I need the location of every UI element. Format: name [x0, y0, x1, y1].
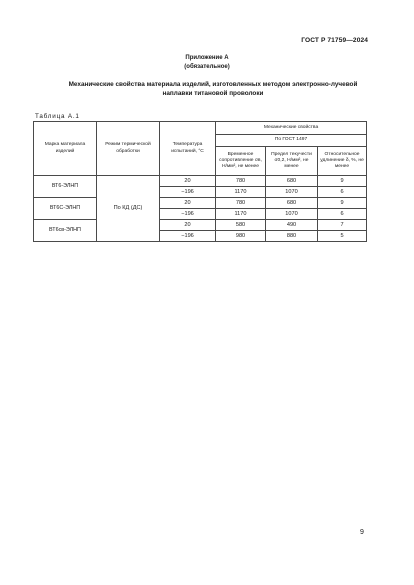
yield-cell: 1070 — [266, 209, 318, 220]
standard-number: ГОСТ Р 71759—2024 — [301, 37, 368, 44]
grade-cell: ВТ6С-ЭЛНП — [34, 198, 97, 220]
header-grade: Марка материала изделий — [34, 122, 97, 176]
document-heading-line-2: наплавки титановой проволоки — [162, 90, 264, 97]
grade-cell: ВТ6св-ЭЛНП — [34, 220, 97, 242]
header-test-temperature: Температура испытаний, °С — [160, 122, 216, 176]
tensile-cell: 780 — [216, 198, 266, 209]
yield-cell: 680 — [266, 176, 318, 187]
annex-status: (обязательное) — [184, 64, 230, 70]
elongation-cell: 7 — [318, 220, 367, 231]
elongation-cell: 5 — [318, 231, 367, 242]
header-elongation: Относительное удлинение δ, %, не менее — [318, 147, 367, 176]
elongation-cell: 9 — [318, 198, 367, 209]
elongation-cell: 6 — [318, 187, 367, 198]
document-heading-line-1: Механические свойства материала изделий, изготовленных методом электронно-лучевой — [68, 81, 358, 88]
tensile-cell: 780 — [216, 176, 266, 187]
grade-cell: ВТ6-ЭЛНП — [34, 176, 97, 198]
temperature-cell: −196 — [160, 187, 216, 198]
table-row — [34, 198, 367, 209]
yield-cell: 1070 — [266, 187, 318, 198]
header-mechanical-properties: Механические свойства — [216, 122, 367, 135]
temperature-cell: −196 — [160, 231, 216, 242]
tensile-cell: 1170 — [216, 209, 266, 220]
temperature-cell: 20 — [160, 176, 216, 187]
header-standard: По ГОСТ 1497 — [216, 135, 367, 147]
heat-treatment-cell: По КД (ДС) — [97, 176, 160, 242]
document-heading — [48, 80, 378, 98]
header-yield-strength: Предел текучести σ0,2, Н/мм², не менее — [266, 147, 318, 176]
header-tensile-strength: Временное сопротивление σв, Н/мм², не менее — [216, 147, 266, 176]
mechanical-properties-table — [33, 121, 367, 242]
temperature-cell: 20 — [160, 198, 216, 209]
table-row — [34, 220, 367, 231]
annex-title: Приложение А — [185, 55, 229, 61]
yield-cell: 490 — [266, 220, 318, 231]
tensile-cell: 980 — [216, 231, 266, 242]
tensile-cell: 1170 — [216, 187, 266, 198]
table-row — [34, 176, 367, 187]
table-caption: Таблица А.1 — [35, 113, 80, 120]
page-number: 9 — [360, 529, 364, 536]
header-heat-treatment: Режим термической обработки — [97, 122, 160, 176]
elongation-cell: 6 — [318, 209, 367, 220]
yield-cell: 680 — [266, 198, 318, 209]
temperature-cell: 20 — [160, 220, 216, 231]
tensile-cell: 580 — [216, 220, 266, 231]
temperature-cell: −196 — [160, 209, 216, 220]
yield-cell: 880 — [266, 231, 318, 242]
elongation-cell: 9 — [318, 176, 367, 187]
